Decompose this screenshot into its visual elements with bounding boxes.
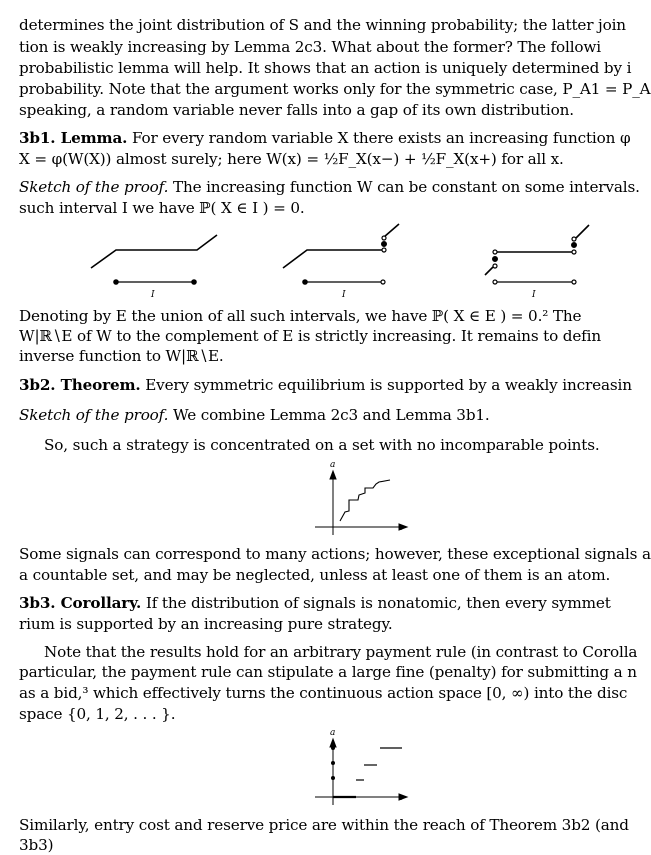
figure-flat-intervals-svg <box>19 215 595 305</box>
figure-increasing-strategy <box>289 455 409 540</box>
lemma-heading: 3b1. Lemma. <box>19 129 128 147</box>
strategy-curve <box>340 480 390 521</box>
theorem-text: Every symmetric equilibrium is supported by a weakly increasin <box>140 376 632 394</box>
text-line: inverse function to W|ℝ∖E. <box>19 347 224 365</box>
text-line: as a bid,³ which effectively turns the continuous action space [0, ∞) into the disc <box>19 684 628 702</box>
text-line: space {0, 1, 2, . . . }. <box>19 705 176 723</box>
text-line: probabilistic lemma will help. It shows that an action is uniquely determined by i <box>19 59 632 77</box>
proof-text: We combine Lemma 2c3 and Lemma 3b1. <box>168 406 490 424</box>
axes <box>315 739 407 805</box>
interval-label: I <box>151 290 155 300</box>
proof-sketch <box>19 405 490 425</box>
text-line: a countable set, and may be neglected, unless at least one of them is an atom. <box>19 566 611 584</box>
paper-page <box>19 0 651 854</box>
corollary-heading: 3b3. Corollary. <box>19 594 142 612</box>
text-line: W|ℝ∖E of W to the complement of E is strictly increasing. It remains to defin <box>19 327 601 345</box>
axes <box>315 471 407 535</box>
interval-label: I <box>342 290 346 300</box>
text-line: tion is weakly increasing by Lemma 2c3. What about the former? The followi <box>19 38 601 56</box>
figure-increasing-strategy-svg <box>289 455 409 540</box>
y-axis-label: a <box>330 728 336 738</box>
x-axis-label: s <box>399 523 404 532</box>
text-line: determines the joint distribution of S and the winning probability; the latter join <box>19 16 626 34</box>
corollary-statement <box>19 593 611 613</box>
step-levels <box>331 746 402 797</box>
proof-text: The increasing function W can be constant on some intervals. <box>168 178 640 196</box>
text-line: 3b3) <box>19 836 54 854</box>
figure-discrete-strategy <box>289 723 409 808</box>
text-line: particular, the payment rule can stipulate a large fine (penalty) for submitting a n <box>19 663 637 681</box>
panel-1 <box>91 235 217 284</box>
interval-label: I <box>532 290 536 300</box>
y-axis-label: a <box>330 460 336 470</box>
figure-discrete-strategy-svg <box>289 723 409 808</box>
x-axis-label: s <box>399 793 404 802</box>
lemma-text: For every random variable X there exists an increasing function φ <box>127 129 631 147</box>
text-line: such interval I we have ℙ( X ∈ I ) = 0. <box>19 199 305 217</box>
text-line: probability. Note that the argument works only for the symmetric case, P_A1 = P_A <box>19 80 651 98</box>
proof-sketch <box>19 177 640 197</box>
text-line: So, such a strategy is concentrated on a set with no incomparable points. <box>44 436 600 454</box>
panel-2 <box>283 224 399 284</box>
proof-heading: Sketch of the proof. <box>19 178 169 196</box>
text-line: rium is supported by an increasing pure strategy. <box>19 615 393 633</box>
text-line: X = φ(W(X)) almost surely; here W(x) = ½F_X(x−) + ½F_X(x+) for all x. <box>19 150 564 168</box>
text-line: Denoting by E the union of all such intervals, we have ℙ( X ∈ E ) = 0.² The <box>19 307 582 325</box>
theorem-statement <box>19 375 632 395</box>
text-line: Similarly, entry cost and reserve price are within the reach of Theorem 3b2 (and <box>19 816 629 834</box>
text-line: speaking, a random variable never falls into a gap of its own distribution. <box>19 101 574 119</box>
text-line: Note that the results hold for an arbitrary payment rule (in contrast to Corolla <box>44 643 638 661</box>
text-line: Some signals can correspond to many actions; however, these exceptional signals a <box>19 545 651 563</box>
corollary-text: If the distribution of signals is nonatomic, then every symmet <box>141 594 611 612</box>
theorem-heading: 3b2. Theorem. <box>19 376 141 394</box>
lemma-statement <box>19 128 630 148</box>
panel-3 <box>485 225 589 284</box>
proof-heading: Sketch of the proof. <box>19 406 169 424</box>
figure-flat-intervals <box>19 215 595 305</box>
